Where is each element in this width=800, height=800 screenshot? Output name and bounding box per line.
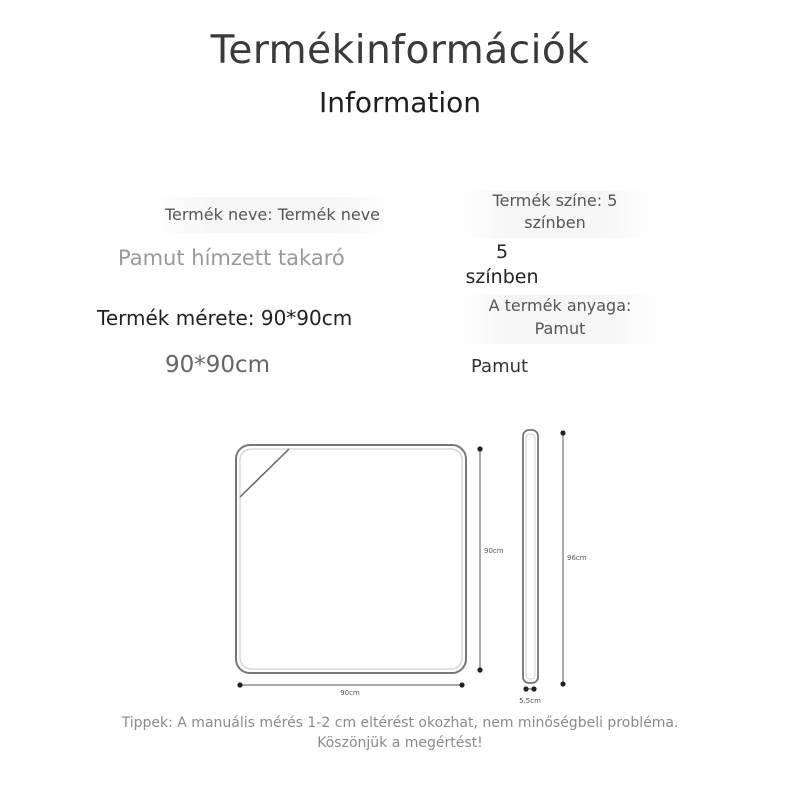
side-height-dimension-label: 96cm xyxy=(567,554,587,562)
product-color-label-line1: Termék színe: 5 xyxy=(492,191,618,210)
product-size-label: Termék mérete: 90*90cm xyxy=(97,306,353,330)
width-dimension-line xyxy=(237,682,464,687)
product-size-value: 90*90cm xyxy=(165,352,271,378)
thickness-dimension-label: 5.5cm xyxy=(519,697,541,705)
height-dimension-label: 90cm xyxy=(484,547,504,555)
blanket-side-view xyxy=(523,430,538,683)
product-color-label-line2: színben xyxy=(524,213,586,232)
blanket-front-view xyxy=(236,445,466,673)
tips-note xyxy=(0,713,800,753)
page-title: Termékinformációk xyxy=(210,28,590,73)
product-color-value-line2: színben xyxy=(465,266,539,288)
tips-line2: Köszönjük a megértést! xyxy=(317,735,483,751)
product-name-label: Termék neve: Termék neve xyxy=(150,197,395,233)
page-subtitle: Information xyxy=(318,86,482,119)
product-material-value: Pamut xyxy=(471,356,529,377)
height-dimension-line xyxy=(477,446,482,672)
thickness-dimension-line xyxy=(523,686,536,691)
product-material-label-line2: Pamut xyxy=(534,319,586,338)
width-dimension-label: 90cm xyxy=(340,689,360,697)
product-name-value: Pamut hímzett takaró xyxy=(118,246,345,270)
side-height-dimension-line xyxy=(560,430,565,686)
product-material-label-line1: A termék anyaga: xyxy=(488,296,632,315)
tips-line1: Tippek: A manuális mérés 1-2 cm eltérést okozhat, nem minőségbeli probléma. xyxy=(121,715,679,731)
product-color-value-line1: 5 xyxy=(495,241,509,263)
